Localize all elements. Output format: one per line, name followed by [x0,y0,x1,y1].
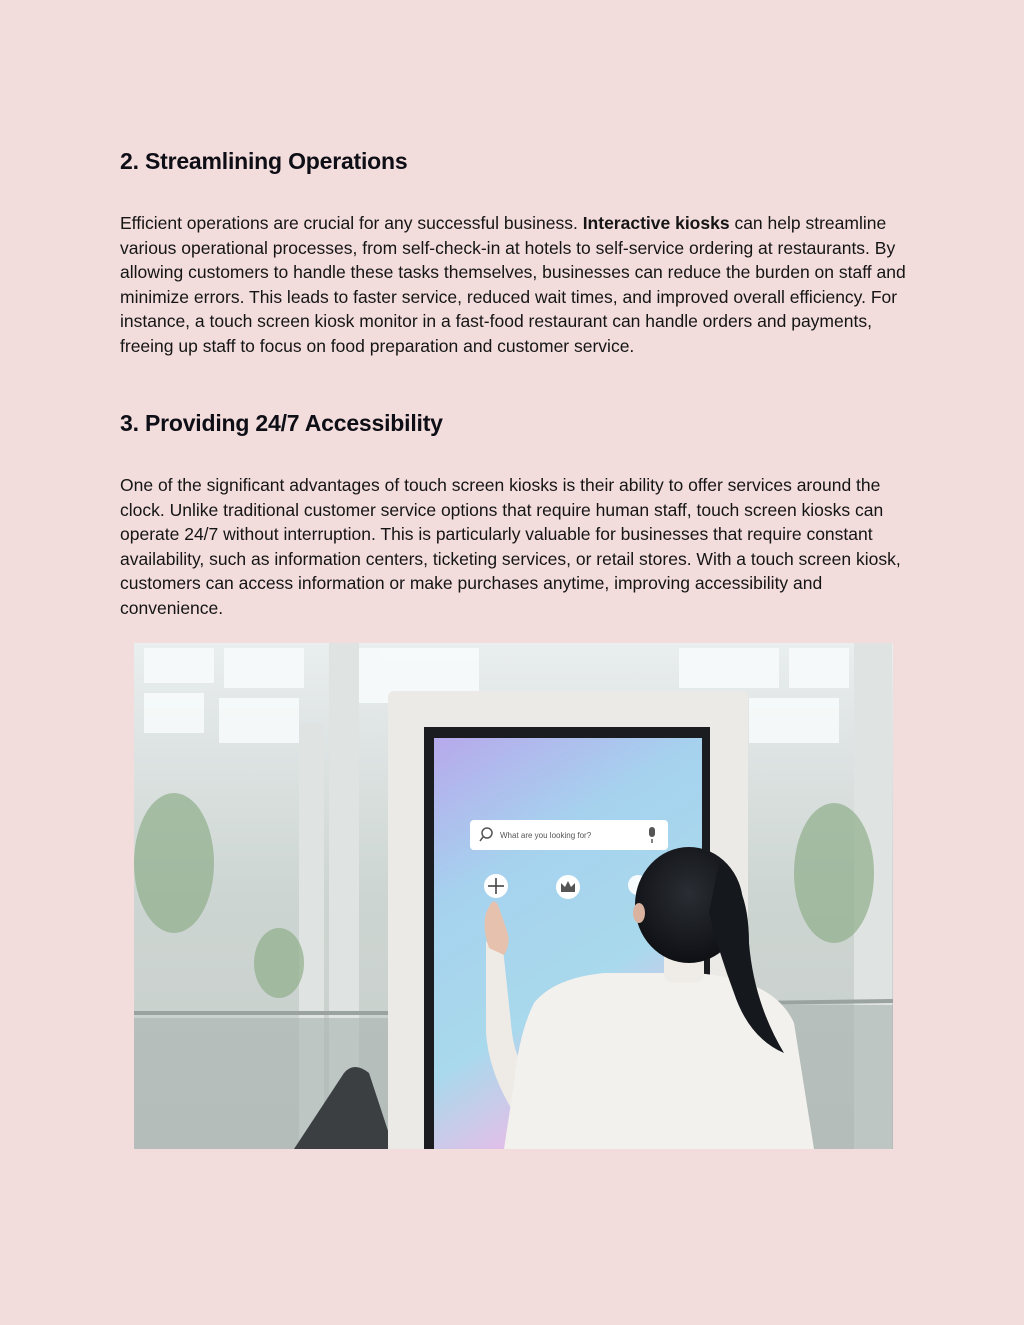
section-2-text-start: Efficient operations are crucial for any successful business. [120,213,583,233]
section-2-text-end: can help streamline various operational processes, from self-check-in at hotels to self-service ordering at restaurants. By allowing customers to handle these tasks themselves, businesses can reduce the burden on staff and minimize errors. This leads to faster service, reduced wait times, and improved overall efficiency. For instance, a touch screen kiosk monitor in a fast-food restaurant can handle orders and payments, freeing up staff to focus on food preparation and customer service. [120,213,906,356]
crown-icon [556,875,580,899]
section-3-paragraph: One of the significant advantages of touch screen kiosks is their ability to offer services around the clock. Unlike traditional customer service options that require human staff, touch screen kiosks can operate 24/7 without interruption. This is particularly valuable for businesses that require constant availability, such as information centers, ticketing services, or retail stores. With a touch screen kiosk, customers can access information or make purchases anytime, improving accessibility and convenience. [120,475,901,618]
section-3-heading: 3. Providing 24/7 Accessibility [120,410,443,436]
section-2-paragraph [120,211,910,358]
kiosk-photo [134,643,893,1149]
plus-icon [484,874,508,898]
kiosk-search-placeholder: What are you looking for? [500,831,592,840]
section-2-heading: 2. Streamlining Operations [120,148,408,174]
interactive-kiosks-bold: Interactive kiosks [582,213,730,233]
